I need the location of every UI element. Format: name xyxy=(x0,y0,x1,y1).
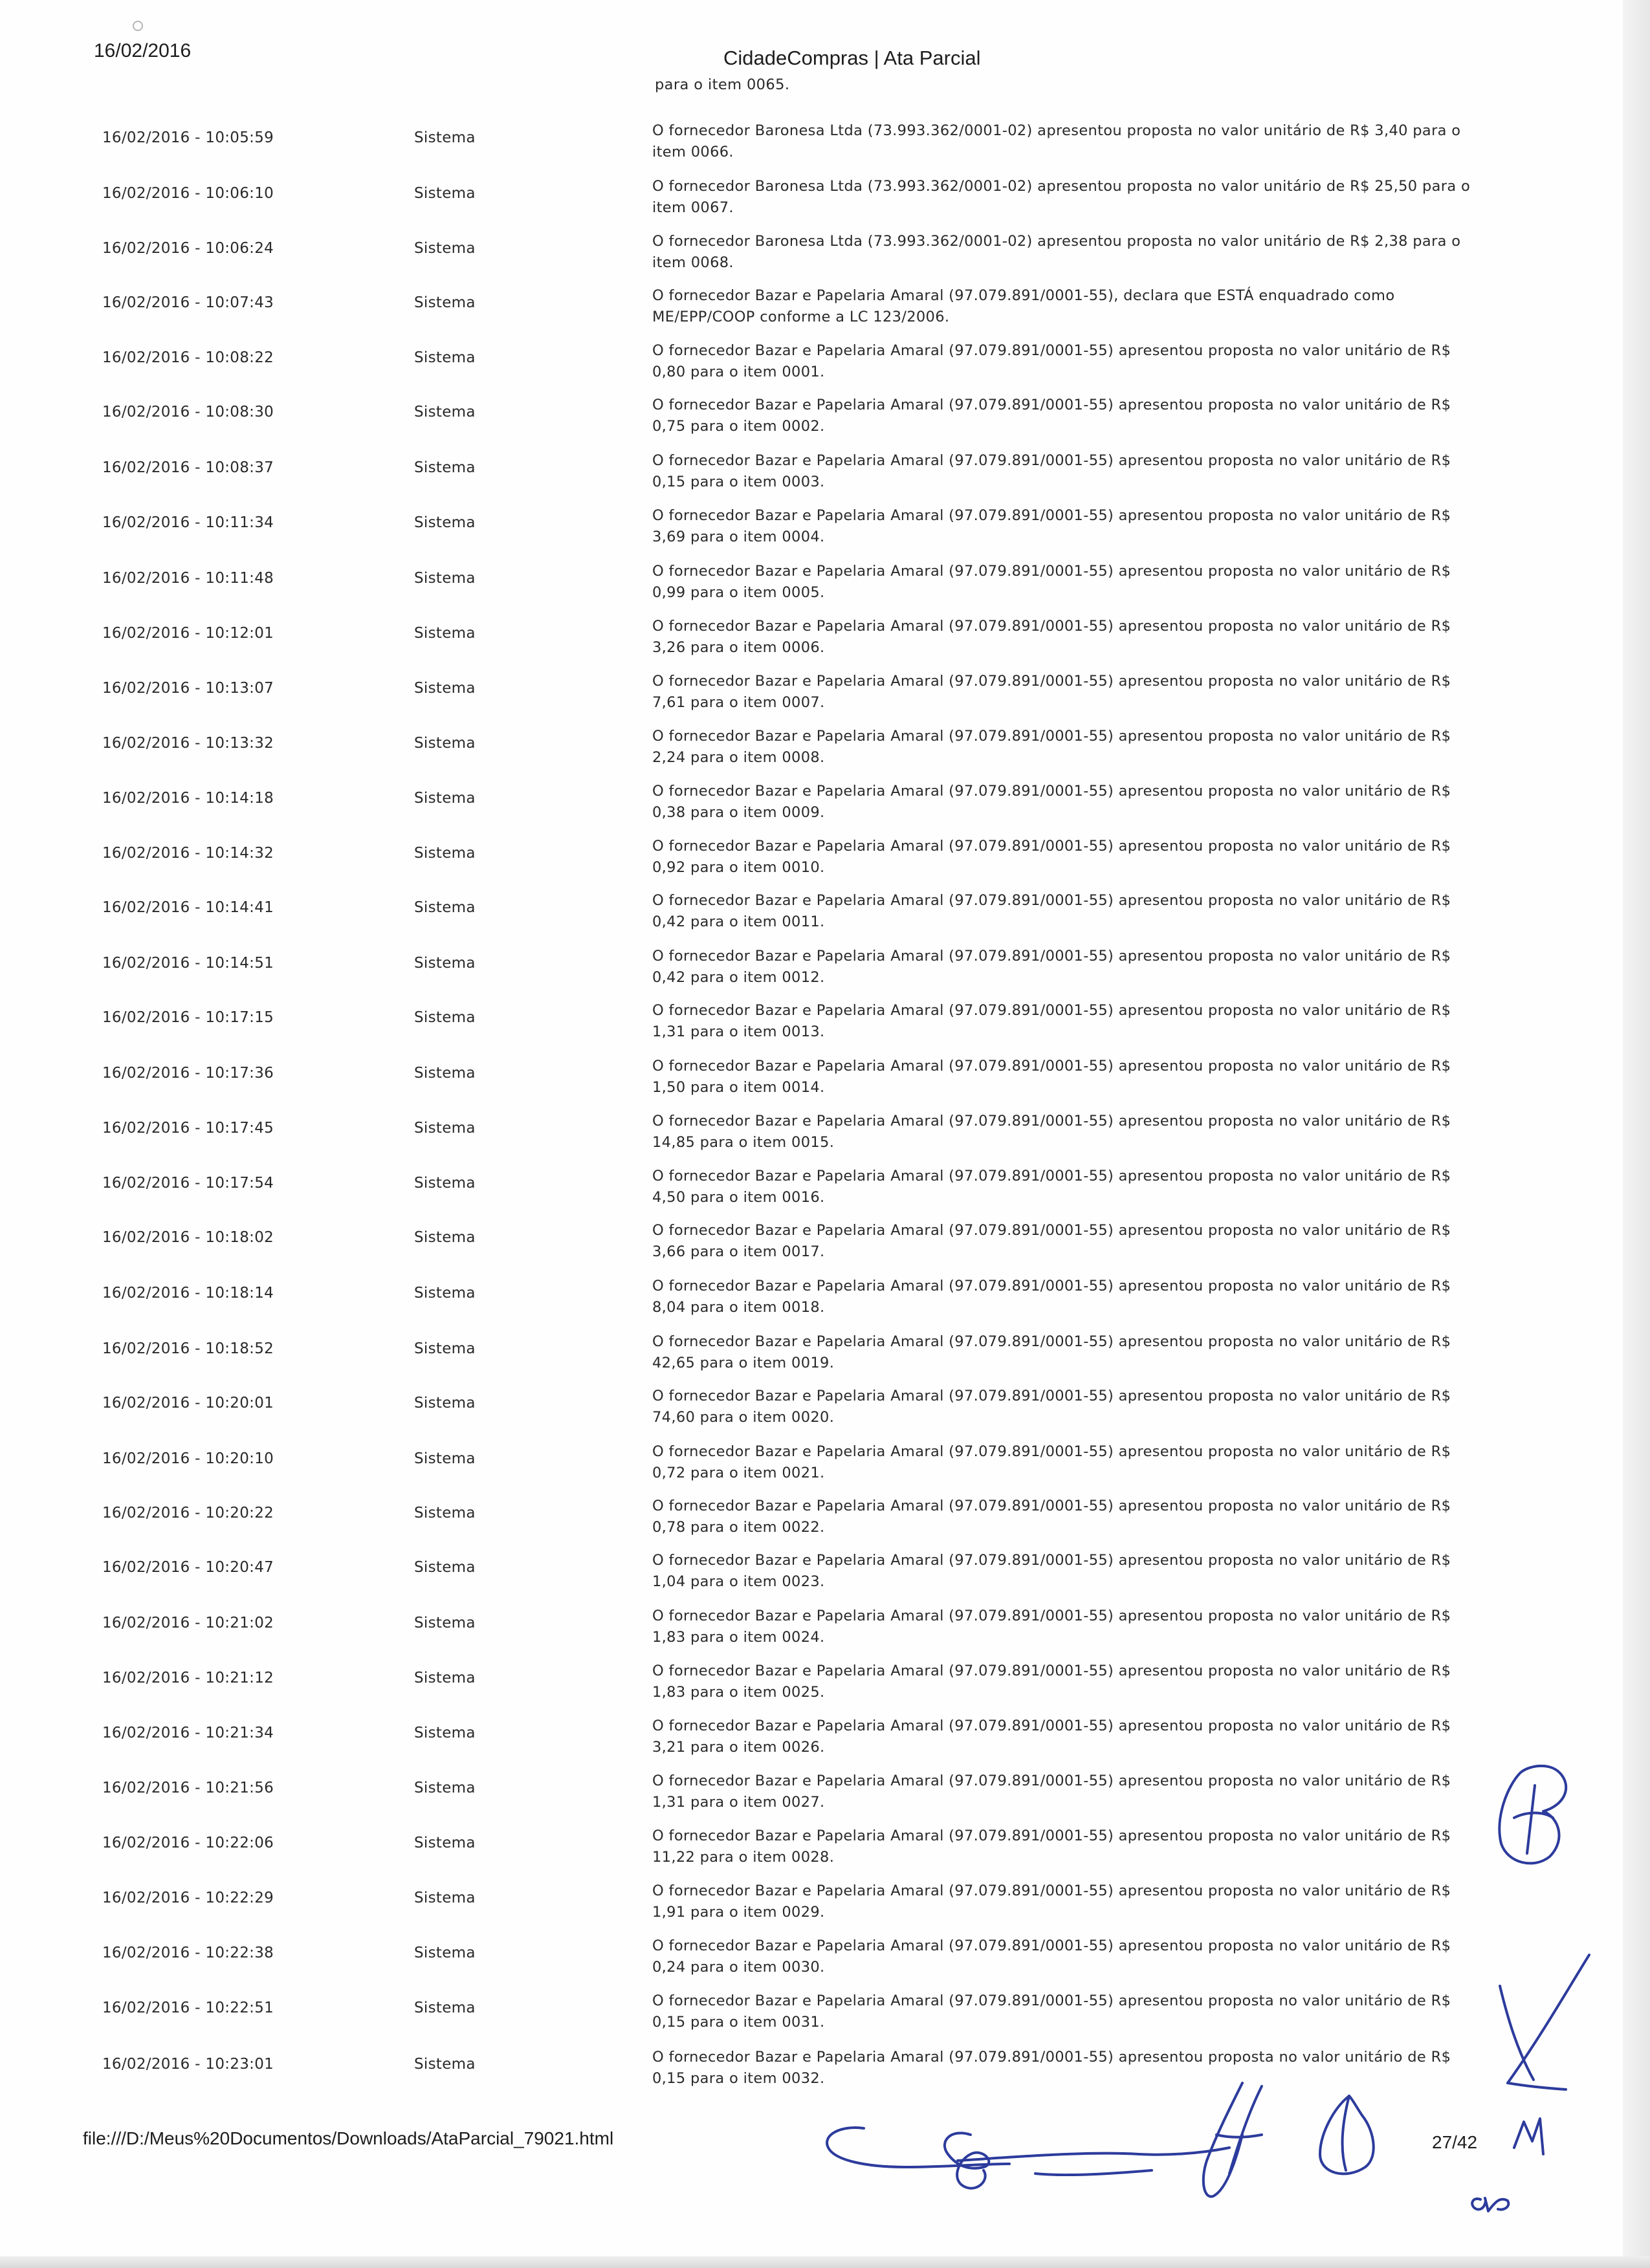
log-entry xyxy=(0,1498,1592,1556)
punch-hole-mark xyxy=(133,21,143,31)
entry-timestamp: 16/02/2016 - 10:05:59 xyxy=(102,129,274,146)
entry-message: O fornecedor Bazar e Papelaria Amaral (97.079.891/0001-55) apresentou proposta no valor unitário de R$ 3,69 para o item 0004. xyxy=(652,507,1451,545)
entry-author: Sistema xyxy=(414,185,476,202)
entry-message: O fornecedor Bazar e Papelaria Amaral (97.079.891/0001-55) apresentou proposta no valor unitário de R$ 0,72 para o item 0021. xyxy=(652,1443,1451,1481)
entry-author: Sistema xyxy=(414,459,476,476)
entry-message: O fornecedor Bazar e Papelaria Amaral (97.079.891/0001-55) apresentou proposta no valor unitário de R$ 0,92 para o item 0010. xyxy=(652,838,1451,876)
log-entry xyxy=(0,1717,1592,1776)
entry-author: Sistema xyxy=(414,1615,476,1631)
log-entry xyxy=(0,1113,1592,1171)
log-entry xyxy=(0,1937,1592,1996)
entry-timestamp: 16/02/2016 - 10:06:10 xyxy=(102,185,274,202)
entry-message: O fornecedor Bazar e Papelaria Amaral (97.079.891/0001-55) apresentou proposta no valor unitário de R$ 74,60 para o item 0020. xyxy=(652,1388,1451,1426)
log-entry xyxy=(0,1552,1592,1610)
log-entry xyxy=(0,1168,1592,1226)
entry-timestamp: 16/02/2016 - 10:22:38 xyxy=(102,1945,274,1961)
log-entry xyxy=(0,233,1592,291)
entry-timestamp: 16/02/2016 - 10:21:02 xyxy=(102,1615,274,1631)
entry-author: Sistema xyxy=(414,955,476,972)
entry-timestamp: 16/02/2016 - 10:08:30 xyxy=(102,404,274,420)
entry-message: O fornecedor Bazar e Papelaria Amaral (97.079.891/0001-55) apresentou proposta no valor unitário de R$ 0,15 para o item 0003. xyxy=(652,452,1451,490)
entry-timestamp: 16/02/2016 - 10:21:56 xyxy=(102,1780,274,1796)
entry-message: O fornecedor Bazar e Papelaria Amaral (97.079.891/0001-55) apresentou proposta no valor unitário de R$ 8,04 para o item 0018. xyxy=(652,1278,1451,1316)
entry-timestamp: 16/02/2016 - 10:11:34 xyxy=(102,514,274,531)
entry-author: Sistema xyxy=(414,2056,476,2073)
entry-message: O fornecedor Bazar e Papelaria Amaral (97.079.891/0001-55) apresentou proposta no valor unitário de R$ 42,65 para o item 0019. xyxy=(652,1333,1451,1371)
entry-author: Sistema xyxy=(414,404,476,420)
entry-message: O fornecedor Bazar e Papelaria Amaral (97.079.891/0001-55) apresentou proposta no valor unitário de R$ 1,04 para o item 0023. xyxy=(652,1552,1451,1590)
entry-timestamp: 16/02/2016 - 10:20:10 xyxy=(102,1450,274,1467)
entry-message: O fornecedor Bazar e Papelaria Amaral (97.079.891/0001-55) apresentou proposta no valor unitário de R$ 2,24 para o item 0008. xyxy=(652,728,1451,766)
log-entry xyxy=(0,178,1592,236)
scan-edge-bottom xyxy=(0,2256,1650,2268)
log-entry xyxy=(0,1992,1592,2051)
entry-author: Sistema xyxy=(414,1945,476,1961)
entry-timestamp: 16/02/2016 - 10:20:47 xyxy=(102,1559,274,1576)
entry-timestamp: 16/02/2016 - 10:17:36 xyxy=(102,1065,274,1082)
entry-author: Sistema xyxy=(414,1559,476,1576)
log-entry xyxy=(0,1278,1592,1336)
entry-author: Sistema xyxy=(414,570,476,587)
entry-message: O fornecedor Bazar e Papelaria Amaral (97.079.891/0001-55) apresentou proposta no valor unitário de R$ 0,42 para o item 0011. xyxy=(652,892,1451,930)
entry-timestamp: 16/02/2016 - 10:21:34 xyxy=(102,1725,274,1741)
entry-author: Sistema xyxy=(414,1725,476,1741)
log-entry xyxy=(0,397,1592,455)
log-entry xyxy=(0,507,1592,565)
log-entry xyxy=(0,1663,1592,1721)
log-entry xyxy=(0,1443,1592,1501)
continued-message: para o item 0065. xyxy=(655,76,790,93)
log-entry xyxy=(0,1388,1592,1446)
log-entry xyxy=(0,1222,1592,1280)
entry-timestamp: 16/02/2016 - 10:06:24 xyxy=(102,240,274,257)
log-entry xyxy=(0,1882,1592,1941)
entry-author: Sistema xyxy=(414,514,476,531)
entry-timestamp: 16/02/2016 - 10:08:37 xyxy=(102,459,274,476)
entry-timestamp: 16/02/2016 - 10:22:29 xyxy=(102,1890,274,1906)
entry-author: Sistema xyxy=(414,1450,476,1467)
entry-author: Sistema xyxy=(414,349,476,366)
entry-author: Sistema xyxy=(414,2000,476,2016)
entry-message: O fornecedor Bazar e Papelaria Amaral (97.079.891/0001-55) apresentou proposta no valor unitário de R$ 1,83 para o item 0025. xyxy=(652,1663,1451,1701)
entry-author: Sistema xyxy=(414,1285,476,1302)
entry-author: Sistema xyxy=(414,845,476,862)
entry-author: Sistema xyxy=(414,1780,476,1796)
entry-message: O fornecedor Bazar e Papelaria Amaral (97.079.891/0001-55) apresentou proposta no valor unitário de R$ 0,80 para o item 0001. xyxy=(652,342,1451,380)
log-entry xyxy=(0,452,1592,510)
entry-timestamp: 16/02/2016 - 10:22:51 xyxy=(102,2000,274,2016)
entry-timestamp: 16/02/2016 - 10:13:07 xyxy=(102,680,274,697)
entry-timestamp: 16/02/2016 - 10:14:32 xyxy=(102,845,274,862)
entry-author: Sistema xyxy=(414,1835,476,1851)
entry-author: Sistema xyxy=(414,240,476,257)
log-entry xyxy=(0,838,1592,896)
entry-author: Sistema xyxy=(414,1340,476,1357)
entry-message: O fornecedor Bazar e Papelaria Amaral (97.079.891/0001-55), declara que ESTÁ enquadrado como ME/EPP/COOP conforme a LC 123/2006. xyxy=(652,287,1395,325)
entry-author: Sistema xyxy=(414,790,476,807)
entry-timestamp: 16/02/2016 - 10:14:18 xyxy=(102,790,274,807)
log-entry xyxy=(0,1002,1592,1060)
log-entry xyxy=(0,783,1592,841)
log-entry xyxy=(0,1827,1592,1886)
entry-message: O fornecedor Bazar e Papelaria Amaral (97.079.891/0001-55) apresentou proposta no valor unitário de R$ 0,15 para o item 0032. xyxy=(652,2049,1451,2087)
file-path: file:///D:/Meus%20Documentos/Downloads/AtaParcial_79021.html xyxy=(83,2128,614,2148)
entry-timestamp: 16/02/2016 - 10:22:06 xyxy=(102,1835,274,1851)
entry-author: Sistema xyxy=(414,294,476,311)
entry-timestamp: 16/02/2016 - 10:11:48 xyxy=(102,570,274,587)
entry-message: O fornecedor Bazar e Papelaria Amaral (97.079.891/0001-55) apresentou proposta no valor unitário de R$ 1,83 para o item 0024. xyxy=(652,1608,1451,1646)
entry-message: O fornecedor Bazar e Papelaria Amaral (97.079.891/0001-55) apresentou proposta no valor unitário de R$ 1,50 para o item 0014. xyxy=(652,1058,1451,1096)
entry-message: O fornecedor Bazar e Papelaria Amaral (97.079.891/0001-55) apresentou proposta no valor unitário de R$ 14,85 para o item 0015. xyxy=(652,1113,1451,1151)
log-entry xyxy=(0,1058,1592,1116)
entry-message: O fornecedor Bazar e Papelaria Amaral (97.079.891/0001-55) apresentou proposta no valor unitário de R$ 3,26 para o item 0006. xyxy=(652,618,1451,656)
entry-timestamp: 16/02/2016 - 10:12:01 xyxy=(102,625,274,642)
entry-timestamp: 16/02/2016 - 10:08:22 xyxy=(102,349,274,366)
entry-message: O fornecedor Bazar e Papelaria Amaral (97.079.891/0001-55) apresentou proposta no valor unitário de R$ 4,50 para o item 0016. xyxy=(652,1168,1451,1206)
entry-author: Sistema xyxy=(414,1175,476,1192)
log-entry xyxy=(0,673,1592,731)
entry-timestamp: 16/02/2016 - 10:17:15 xyxy=(102,1009,274,1026)
entry-message: O fornecedor Bazar e Papelaria Amaral (97.079.891/0001-55) apresentou proposta no valor unitário de R$ 3,21 para o item 0026. xyxy=(652,1717,1451,1756)
entry-message: O fornecedor Bazar e Papelaria Amaral (97.079.891/0001-55) apresentou proposta no valor unitário de R$ 0,38 para o item 0009. xyxy=(652,783,1451,821)
entry-author: Sistema xyxy=(414,129,476,146)
entry-message: O fornecedor Bazar e Papelaria Amaral (97.079.891/0001-55) apresentou proposta no valor unitário de R$ 0,78 para o item 0022. xyxy=(652,1498,1451,1536)
log-entry xyxy=(0,342,1592,400)
entry-message: O fornecedor Bazar e Papelaria Amaral (97.079.891/0001-55) apresentou proposta no valor unitário de R$ 1,31 para o item 0013. xyxy=(652,1002,1451,1040)
entry-timestamp: 16/02/2016 - 10:18:14 xyxy=(102,1285,274,1302)
log-entry xyxy=(0,122,1592,180)
entry-timestamp: 16/02/2016 - 10:21:12 xyxy=(102,1670,274,1686)
entry-author: Sistema xyxy=(414,1009,476,1026)
entry-author: Sistema xyxy=(414,899,476,916)
entry-timestamp: 16/02/2016 - 10:20:01 xyxy=(102,1395,274,1412)
entry-author: Sistema xyxy=(414,735,476,752)
entry-message: O fornecedor Bazar e Papelaria Amaral (97.079.891/0001-55) apresentou proposta no valor unitário de R$ 1,91 para o item 0029. xyxy=(652,1882,1451,1921)
entry-message: O fornecedor Bazar e Papelaria Amaral (97.079.891/0001-55) apresentou proposta no valor unitário de R$ 0,75 para o item 0002. xyxy=(652,397,1451,435)
entry-author: Sistema xyxy=(414,1670,476,1686)
entry-author: Sistema xyxy=(414,1065,476,1082)
entry-timestamp: 16/02/2016 - 10:18:52 xyxy=(102,1340,274,1357)
entry-message: O fornecedor Baronesa Ltda (73.993.362/0001-02) apresentou proposta no valor unitário de R$ 3,40 para o item 0066. xyxy=(652,122,1461,160)
entry-timestamp: 16/02/2016 - 10:20:22 xyxy=(102,1505,274,1521)
entry-message: O fornecedor Bazar e Papelaria Amaral (97.079.891/0001-55) apresentou proposta no valor unitário de R$ 3,66 para o item 0017. xyxy=(652,1222,1451,1260)
entry-message: O fornecedor Bazar e Papelaria Amaral (97.079.891/0001-55) apresentou proposta no valor unitário de R$ 0,24 para o item 0030. xyxy=(652,1937,1451,1976)
entry-author: Sistema xyxy=(414,1505,476,1521)
entry-timestamp: 16/02/2016 - 10:17:54 xyxy=(102,1175,274,1192)
log-entry xyxy=(0,2049,1592,2107)
log-entry xyxy=(0,1772,1592,1831)
entry-message: O fornecedor Baronesa Ltda (73.993.362/0001-02) apresentou proposta no valor unitário de R$ 25,50 para o item 0067. xyxy=(652,178,1471,216)
entry-message: O fornecedor Bazar e Papelaria Amaral (97.079.891/0001-55) apresentou proposta no valor unitário de R$ 0,15 para o item 0031. xyxy=(652,1992,1451,2031)
entry-message: O fornecedor Baronesa Ltda (73.993.362/0001-02) apresentou proposta no valor unitário de R$ 2,38 para o item 0068. xyxy=(652,233,1461,271)
entry-author: Sistema xyxy=(414,1229,476,1246)
entry-message: O fornecedor Bazar e Papelaria Amaral (97.079.891/0001-55) apresentou proposta no valor unitário de R$ 0,42 para o item 0012. xyxy=(652,948,1451,986)
entry-author: Sistema xyxy=(414,1395,476,1412)
log-entry xyxy=(0,1333,1592,1391)
entry-message: O fornecedor Bazar e Papelaria Amaral (97.079.891/0001-55) apresentou proposta no valor unitário de R$ 7,61 para o item 0007. xyxy=(652,673,1451,711)
log-entry xyxy=(0,1608,1592,1666)
entry-timestamp: 16/02/2016 - 10:18:02 xyxy=(102,1229,274,1246)
entry-author: Sistema xyxy=(414,625,476,642)
log-entry xyxy=(0,563,1592,621)
scan-edge-right xyxy=(1623,0,1650,2268)
entry-timestamp: 16/02/2016 - 10:13:32 xyxy=(102,735,274,752)
entry-author: Sistema xyxy=(414,680,476,697)
entry-timestamp: 16/02/2016 - 10:23:01 xyxy=(102,2056,274,2073)
print-date: 16/02/2016 xyxy=(94,40,192,61)
page-number: 27/42 xyxy=(1432,2132,1478,2152)
entry-message: O fornecedor Bazar e Papelaria Amaral (97.079.891/0001-55) apresentou proposta no valor unitário de R$ 1,31 para o item 0027. xyxy=(652,1772,1451,1811)
entry-message: O fornecedor Bazar e Papelaria Amaral (97.079.891/0001-55) apresentou proposta no valor unitário de R$ 11,22 para o item 0028. xyxy=(652,1827,1451,1866)
log-entry xyxy=(0,948,1592,1006)
entry-timestamp: 16/02/2016 - 10:14:41 xyxy=(102,899,274,916)
entry-author: Sistema xyxy=(414,1890,476,1906)
entry-timestamp: 16/02/2016 - 10:14:51 xyxy=(102,955,274,972)
entry-author: Sistema xyxy=(414,1120,476,1137)
entry-message: O fornecedor Bazar e Papelaria Amaral (97.079.891/0001-55) apresentou proposta no valor unitário de R$ 0,99 para o item 0005. xyxy=(652,563,1451,601)
log-entry xyxy=(0,287,1592,345)
page-title: CidadeCompras | Ata Parcial xyxy=(723,47,981,69)
log-entry xyxy=(0,728,1592,786)
entry-timestamp: 16/02/2016 - 10:17:45 xyxy=(102,1120,274,1137)
log-entry xyxy=(0,892,1592,950)
log-entry xyxy=(0,618,1592,676)
entry-timestamp: 16/02/2016 - 10:07:43 xyxy=(102,294,274,311)
